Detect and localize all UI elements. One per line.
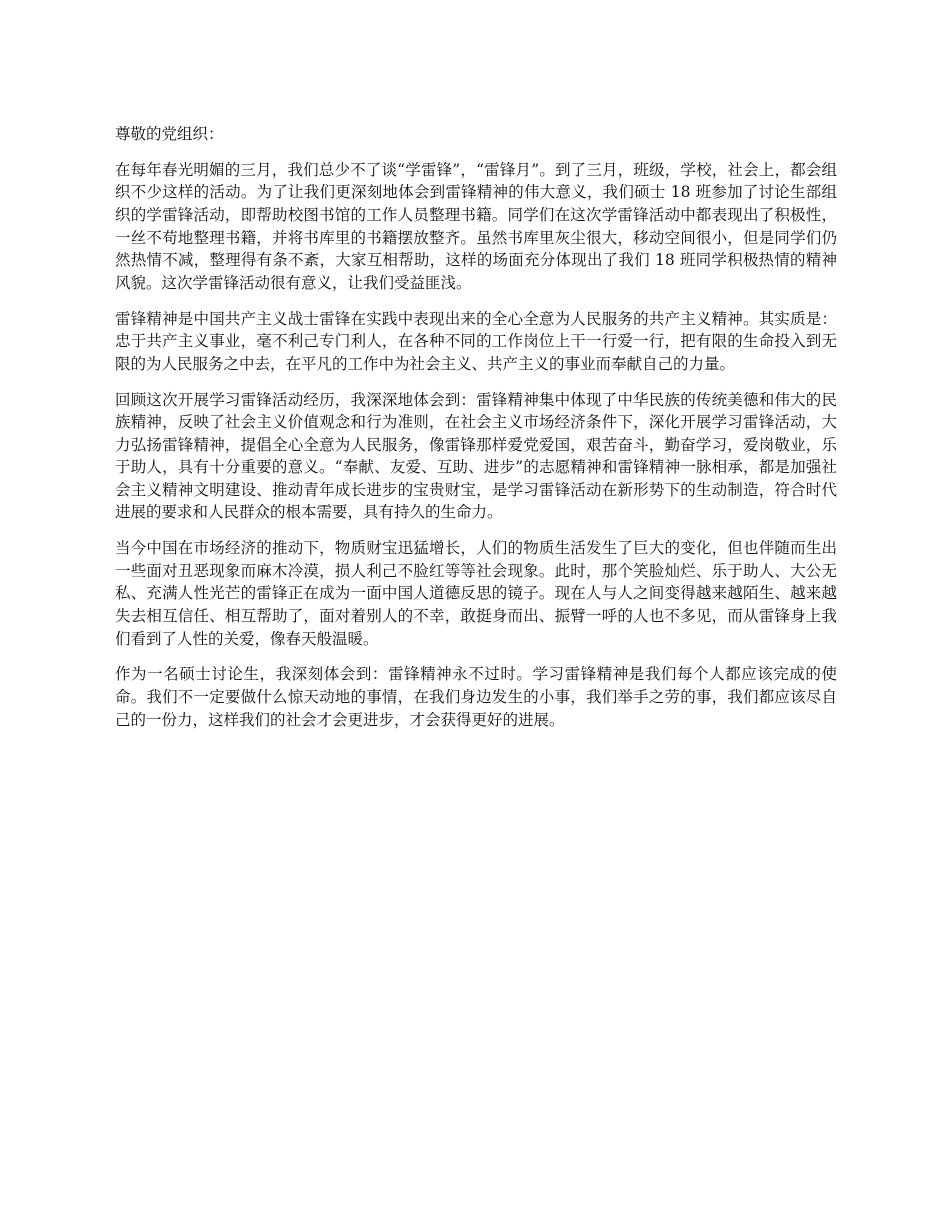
paragraph-3: 回顾这次开展学习雷锋活动经历，我深深地体会到：雷锋精神集中体现了中华民族的传统美德和伟大的民族精神，反映了社会主义价值观念和行为准则，在社会主义市场经济条件下，深化开展学习雷锋活动，大力弘扬雷锋精神，提倡全心全意为人民服务，像雷锋那样爱党爱国，艰苦奋斗，勤奋学习，爱岗敬业，乐于助人，具有十分重要的意义。“奉献、友爱、互助、进步”的志愿精神和雷锋精神一脉相承，都是加强社会主义精神文明建设、推动青年成长进步的宝贵财宝，是学习雷锋活动在新形势下的生动制造，符合时代进展的要求和人民群众的根本需要，具有持久的生命力。 [115, 390, 837, 522]
paragraph-5: 作为一名硕士讨论生，我深刻体会到：雷锋精神永不过时。学习雷锋精神是我们每个人都应该完成的使命。我们不一定要做什么惊天动地的事情，在我们身边发生的小事，我们举手之劳的事，我们都应该尽自己的一份力，这样我们的社会才会更进步，才会获得更好的进展。 [115, 665, 837, 729]
document-body [115, 123, 837, 744]
paragraph-1: 在每年春光明媚的三月，我们总少不了谈“学雷锋”，“雷锋月”。到了三月，班级，学校，社会上，都会组织不少这样的活动。为了让我们更深刻地体会到雷锋精神的伟大意义，我们硕士 18 班参加了讨论生部组织的学雷锋活动，即帮助校图书馆的工作人员整理书籍。同学们在这次学雷锋活动中都表现出了积极性，一丝不苟地整理书籍，并将书库里的书籍摆放整齐。虽然书库里灰尘很大，移动空间很小，但是同学们仍然热情不减，整理得有条不紊，大家互相帮助，这样的场面充分体现出了我们 18 班同学积极热情的精神风貌。这次学雷锋活动很有意义，让我们受益匪浅。 [115, 160, 837, 292]
paragraph-4: 当今中国在市场经济的推动下，物质财宝迅猛增长，人们的物质生活发生了巨大的变化，但也伴随而生出一些面对丑恶现象而麻木冷漠，损人利己不脸红等等社会现象。此时，那个笑脸灿烂、乐于助人、大公无私、充满人性光芒的雷锋正在成为一面中国人道德反思的镜子。现在人与人之间变得越来越陌生、越来越失去相互信任、相互帮助了，面对着别人的不幸，敢挺身而出、振臂一呼的人也不多见，而从雷锋身上我们看到了人性的关爱，像春天般温暖。 [115, 539, 837, 648]
salutation: 尊敬的党组织： [115, 125, 224, 143]
paragraph-2: 雷锋精神是中国共产主义战士雷锋在实践中表现出来的全心全意为人民服务的共产主义精神。其实质是：忠于共产主义事业，毫不利己专门利人，在各种不同的工作岗位上干一行爱一行，把有限的生命投入到无限的为人民服务之中去，在平凡的工作中为社会主义、共产主义的事业而奉献自己的力量。 [115, 309, 837, 373]
